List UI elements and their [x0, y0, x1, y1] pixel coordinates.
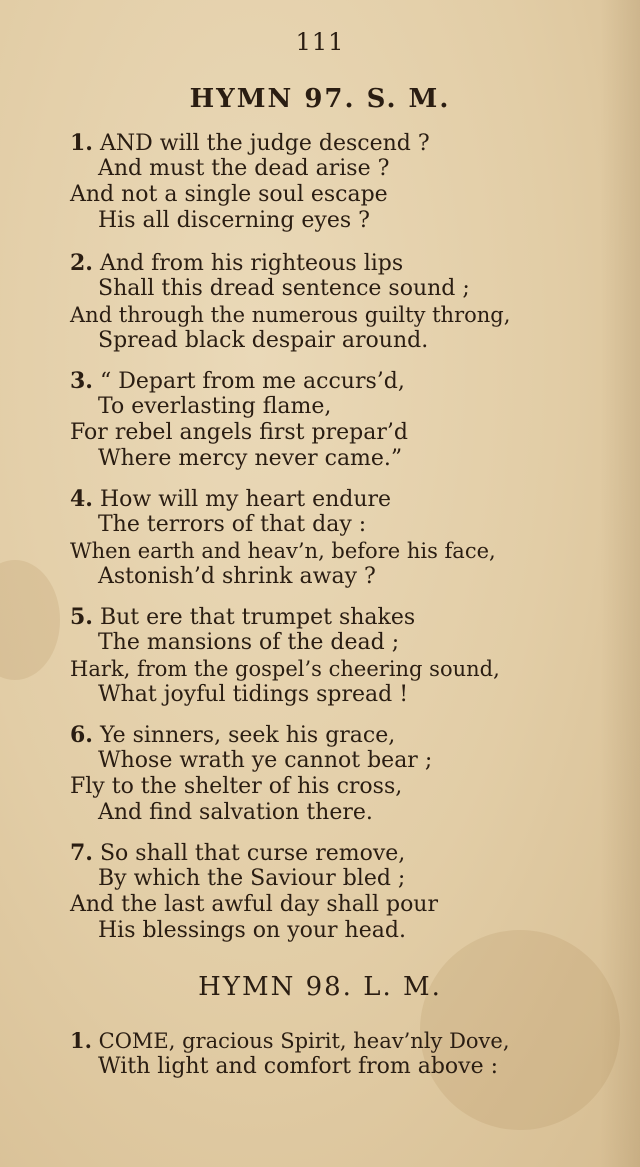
verse-line: To everlasting flame, [98, 394, 332, 419]
verse-line: 1. AND will the judge descend ? [70, 130, 430, 156]
verse-line: By which the Saviour bled ; [98, 866, 406, 891]
verse-line: The terrors of that day : [98, 512, 367, 537]
verse-line: 3. “ Depart from me accurs’d, [70, 368, 405, 394]
verse-line: For rebel angels first prepar’d [70, 420, 408, 445]
verse-line: And find salvation there. [98, 800, 373, 825]
verse-line: 6. Ye sinners, seek his grace, [70, 722, 396, 748]
verse-line: And not a single soul escape [70, 182, 388, 207]
verse-line: Where mercy never came.” [98, 446, 403, 471]
verse-line: What joyful tidings spread ! [98, 682, 409, 707]
verse-line: His all discerning eyes ? [98, 208, 370, 233]
verse-line: And the last awful day shall pour [70, 892, 438, 917]
hymn-98-title: HYMN 98. L. M. [198, 972, 442, 1002]
paper-stain [0, 560, 60, 680]
verse-line: Hark, from the gospel’s cheering sound, [70, 657, 500, 681]
verse-line: When earth and heav’n, before his face, [70, 539, 496, 563]
verse-line: Astonish’d shrink away ? [98, 564, 376, 589]
verse-line: And must the dead arise ? [98, 156, 390, 181]
verse-line: And through the numerous guilty throng, [70, 303, 511, 327]
verse-line: 2. And from his righteous lips [70, 250, 404, 276]
page-number: 111 [295, 28, 345, 56]
verse-line: Whose wrath ye cannot bear ; [98, 748, 433, 773]
hymn-97-title: HYMN 97. S. M. [189, 84, 451, 114]
verse-line: The mansions of the dead ; [98, 630, 400, 655]
verse-line: 7. So shall that curse remove, [70, 840, 406, 866]
verse-line: His blessings on your head. [98, 918, 406, 943]
verse-line: With light and comfort from above : [98, 1054, 499, 1079]
verse-line: 4. How will my heart endure [70, 486, 392, 512]
verse-line: 5. But ere that trumpet shakes [70, 604, 416, 630]
verse-line: Fly to the shelter of his cross, [70, 774, 403, 799]
verse-line: Spread black despair around. [98, 328, 429, 353]
verse-line: Shall this dread sentence sound ; [98, 276, 470, 301]
verse-line: 1. COME, gracious Spirit, heav’nly Dove, [70, 1028, 510, 1053]
